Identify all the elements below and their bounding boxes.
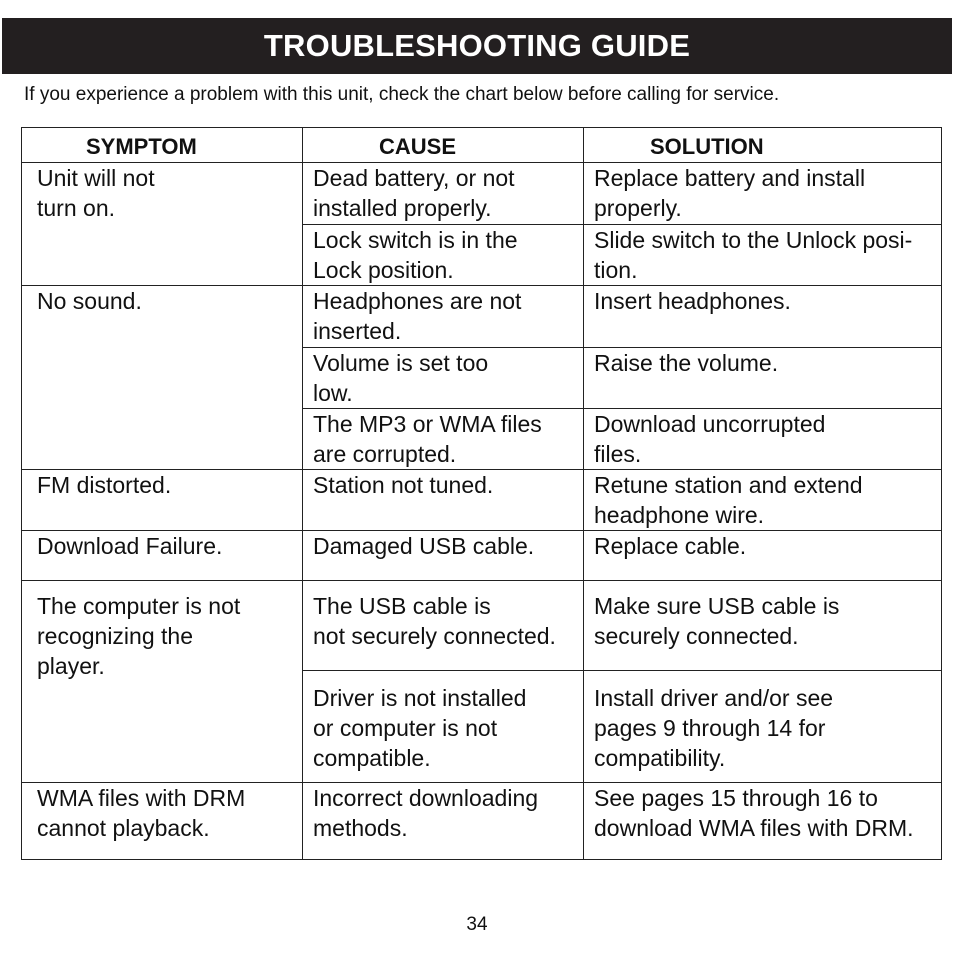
solution-cell: Slide switch to the Unlock posi- tion.: [584, 225, 942, 286]
cause-cell: Volume is set too low.: [303, 348, 584, 409]
table-row: [22, 286, 942, 348]
table-row: [22, 531, 942, 581]
cause-cell: Incorrect downloading methods.: [303, 783, 584, 860]
cause-cell: The USB cable is not securely connected.: [303, 581, 584, 671]
cause-cell: Dead battery, or not installed properly.: [303, 163, 584, 225]
troubleshooting-table: [21, 127, 942, 860]
symptom-cell: The computer is not recognizing the player.: [22, 581, 303, 783]
intro-text: If you experience a problem with this unit, check the chart below before calling for service.: [24, 84, 780, 105]
solution-cell: Download uncorrupted files.: [584, 409, 942, 470]
cause-cell: Driver is not installed or computer is not compatible.: [303, 671, 584, 783]
symptom-cell: Unit will not turn on.: [22, 163, 303, 286]
solution-cell: Make sure USB cable is securely connected.: [584, 581, 942, 671]
symptom-cell: FM distorted.: [22, 470, 303, 531]
solution-cell: See pages 15 through 16 to download WMA files with DRM.: [584, 783, 942, 860]
title-bar: [2, 18, 952, 74]
cause-cell: Headphones are not inserted.: [303, 286, 584, 348]
solution-cell: Insert headphones.: [584, 286, 942, 348]
solution-cell: Raise the volume.: [584, 348, 942, 409]
solution-cell: Retune station and extend headphone wire.: [584, 470, 942, 531]
cause-cell: Station not tuned.: [303, 470, 584, 531]
table-row: [22, 783, 942, 860]
header-cause: CAUSE: [303, 128, 584, 163]
header-solution: SOLUTION: [584, 128, 942, 163]
table-header-row: [22, 128, 942, 163]
symptom-cell: Download Failure.: [22, 531, 303, 581]
page-number: 34: [466, 914, 488, 935]
solution-cell: Install driver and/or see pages 9 through 14 for compatibility.: [584, 671, 942, 783]
table-row: [22, 470, 942, 531]
header-symptom: SYMPTOM: [22, 128, 303, 163]
symptom-cell: WMA files with DRM cannot playback.: [22, 783, 303, 860]
cause-cell: Lock switch is in the Lock position.: [303, 225, 584, 286]
table-row: [22, 163, 942, 225]
symptom-cell: No sound.: [22, 286, 303, 470]
solution-cell: Replace battery and install properly.: [584, 163, 942, 225]
page-title: TROUBLESHOOTING GUIDE: [263, 28, 691, 63]
table-row: [22, 581, 942, 671]
solution-cell: Replace cable.: [584, 531, 942, 581]
cause-cell: The MP3 or WMA files are corrupted.: [303, 409, 584, 470]
cause-cell: Damaged USB cable.: [303, 531, 584, 581]
